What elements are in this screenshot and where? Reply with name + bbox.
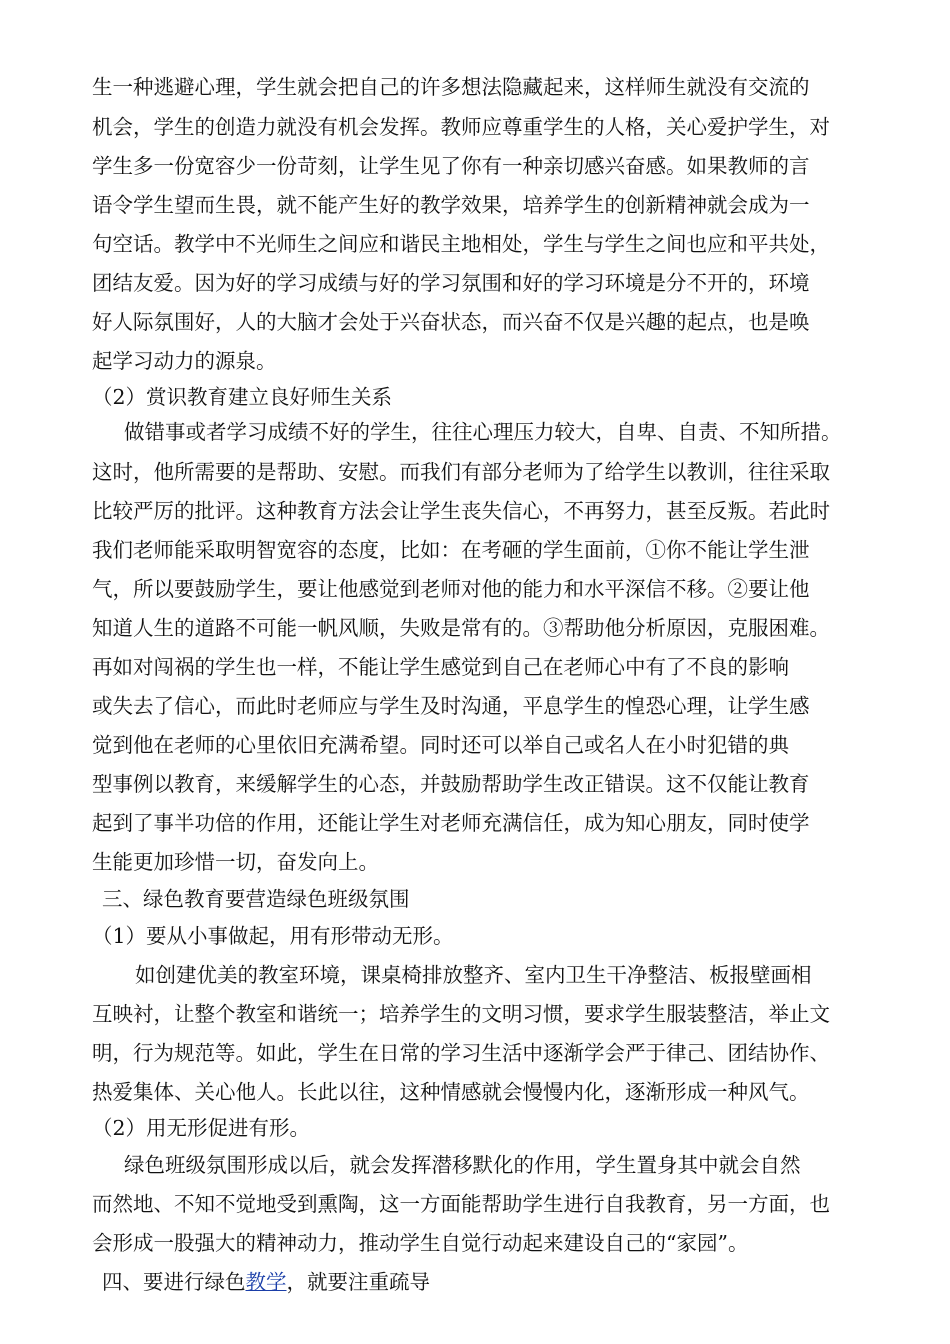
body-line: 比较严厉的批评。这种教育方法会让学生丧失信心，不再努力，甚至反叛。若此时 (92, 499, 830, 523)
body-line: 机会，学生的创造力就没有机会发挥。教师应尊重学生的人格，关心爱护学生，对 (92, 115, 830, 139)
body-line: 团结友爱。因为好的学习成绩与好的学习氛围和好的学习环境是分不开的，环境 (92, 271, 810, 295)
body-line: 语令学生望而生畏，就不能产生好的教学效果，培养学生的创新精神就会成为一 (92, 193, 810, 217)
body-line: 生一种逃避心理，学生就会把自己的许多想法隐藏起来，这样师生就没有交流的 (92, 75, 810, 99)
section-subheading: （2）用无形促进有形。 (92, 1116, 311, 1140)
body-line: 起学习动力的源泉。 (92, 349, 277, 373)
heading-text: 四、要进行绿色 (102, 1270, 246, 1294)
body-line: 型事例以教育，来缓解学生的心态，并鼓励帮助学生改正错误。这不仅能让教育 (92, 772, 810, 796)
body-line: 会形成一股强大的精神动力，推动学生自觉行动起来建设自己的“家园”。 (92, 1231, 749, 1255)
body-line: 做错事或者学习成绩不好的学生，往往心理压力较大，自卑、自责、不知所措。 (124, 420, 842, 444)
body-line: 热爱集体、关心他人。长此以往，这种情感就会慢慢内化，逐渐形成一种风气。 (92, 1080, 810, 1104)
body-line: 而然地、不知不觉地受到熏陶，这一方面能帮助学生进行自我教育，另一方面，也 (92, 1192, 830, 1216)
teaching-link[interactable]: 教学 (245, 1270, 287, 1294)
body-line: 气，所以要鼓励学生，要让他感觉到老师对他的能力和水平深信不移。②要让他 (92, 577, 810, 601)
body-line: 或失去了信心，而此时老师应与学生及时沟通，平息学生的惶恐心理，让学生感 (92, 694, 810, 718)
body-line: 这时，他所需要的是帮助、安慰。而我们有部分老师为了给学生以教训，往往采取 (92, 460, 830, 484)
body-line: 起到了事半功倍的作用，还能让学生对老师充满信任，成为知心朋友，同时使学 (92, 811, 810, 835)
section-subheading: （2）赏识教育建立良好师生关系 (92, 385, 393, 409)
section-subheading: （1）要从小事做起，用有形带动无形。 (92, 924, 454, 948)
body-line: 明，行为规范等。如此，学生在日常的学习生活中逐渐学会严于律己、团结协作、 (92, 1041, 830, 1065)
body-line: 觉到他在老师的心里依旧充满希望。同时还可以举自己或名人在小时犯错的典 (92, 733, 789, 757)
body-line: 绿色班级氛围形成以后，就会发挥潜移默化的作用，学生置身其中就会自然 (124, 1153, 801, 1177)
section-heading (102, 1270, 430, 1294)
body-line: 句空话。教学中不光师生之间应和谐民主地相处，学生与学生之间也应和平共处， (92, 232, 830, 256)
body-line: 知道人生的道路不可能一帆风顺，失败是常有的。③帮助他分析原因，克服困难。 (92, 616, 830, 640)
body-line: 好人际氛围好，人的大脑才会处于兴奋状态，而兴奋不仅是兴趣的起点，也是唤 (92, 310, 810, 334)
section-heading: 三、绿色教育要营造绿色班级氛围 (102, 887, 410, 911)
body-line: 再如对闯祸的学生也一样，不能让学生感觉到自己在老师心中有了不良的影响 (92, 655, 789, 679)
body-line: 学生多一份宽容少一份苛刻，让学生见了你有一种亲切感兴奋感。如果教师的言 (92, 154, 810, 178)
body-line: 如创建优美的教室环境，课桌椅排放整齐、室内卫生干净整洁、板报壁画相 (135, 963, 812, 987)
body-line: 生能更加珍惜一切，奋发向上。 (92, 850, 379, 874)
body-line: 互映衬，让整个教室和谐统一；培养学生的文明习惯，要求学生服装整洁，举止文 (92, 1002, 830, 1026)
body-line: 我们老师能采取明智宽容的态度，比如：在考砸的学生面前，①你不能让学生泄 (92, 538, 810, 562)
heading-text: ，就要注重疏导 (286, 1270, 430, 1294)
